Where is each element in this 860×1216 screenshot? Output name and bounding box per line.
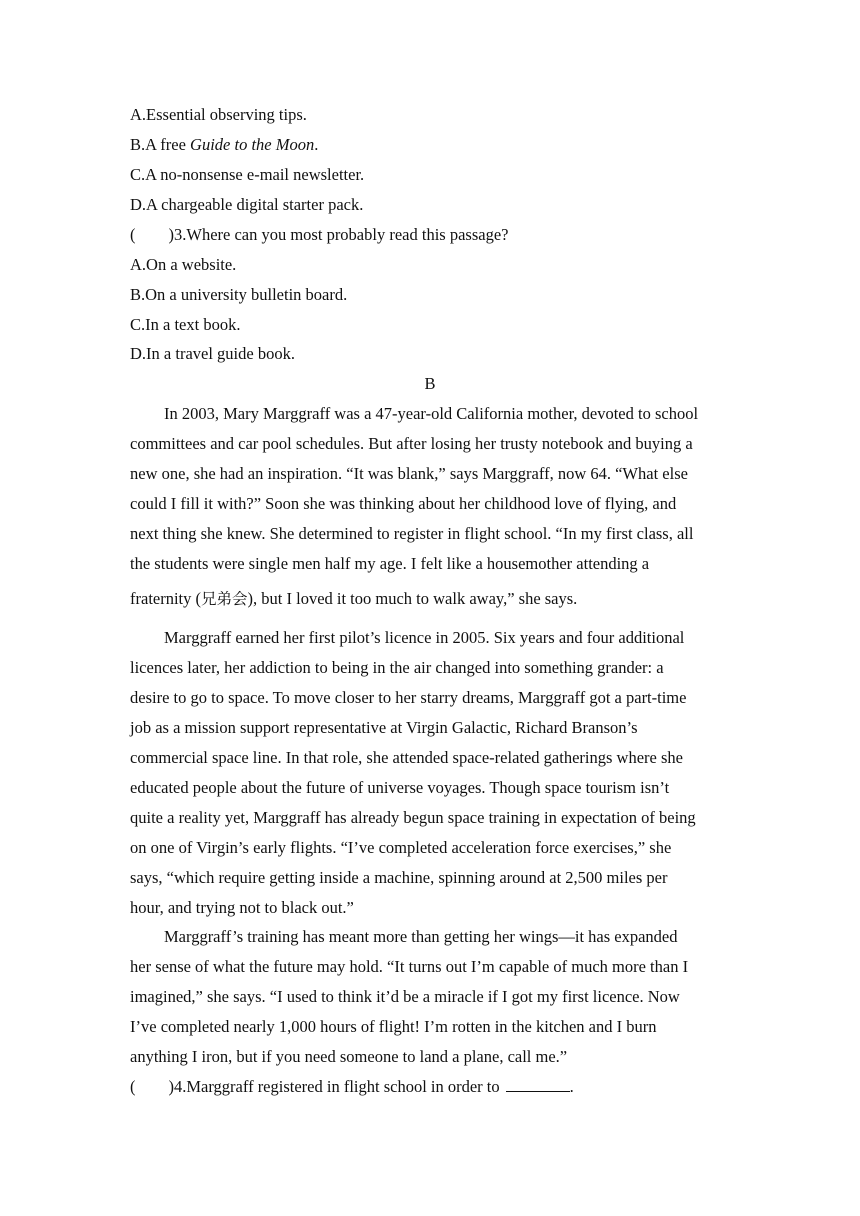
p2-line: says, “which require getting inside a machine, spinning around at 2,500 miles per — [130, 868, 668, 887]
section-heading-b: B — [424, 374, 436, 393]
q3-question: ( )3.Where can you most probably read this passage? — [130, 225, 509, 244]
q2-option-b-prefix: B.A free — [130, 135, 191, 154]
p2-line: desire to go to space. To move closer to her starry dreams, Marggraff got a part-time — [130, 688, 687, 707]
p3-line: Marggraff’s training has meant more than getting her wings—it has expanded — [164, 927, 678, 946]
q2-option-c: C.A no-nonsense e-mail newsletter. — [130, 165, 365, 184]
p2-line: job as a mission support representative at Virgin Galactic, Richard Branson’s — [130, 718, 638, 737]
p3-line: anything I iron, but if you need someone to land a plane, call me.” — [130, 1047, 568, 1066]
q2-option-b-title: Guide to the Moon — [190, 135, 315, 154]
q2-option-d: D.A chargeable digital starter pack. — [130, 195, 364, 214]
p1-line: new one, she had an inspiration. “It was blank,” says Marggraff, now 64. “What else — [130, 464, 688, 483]
p1-cjk-gloss: 兄弟会 — [201, 590, 248, 608]
p1-line: In 2003, Mary Marggraff was a 47-year-old California mother, devoted to school — [164, 404, 699, 423]
p1-line: the students were single men half my age. I felt like a housemother attending a — [130, 554, 650, 573]
q4-question — [130, 1077, 574, 1097]
p1-last-prefix: fraternity ( — [130, 589, 202, 608]
p1-line: next thing she knew. She determined to register in flight school. “In my first class, all — [130, 524, 694, 543]
p3-line: I’ve completed nearly 1,000 hours of flight! I’m rotten in the kitchen and I burn — [130, 1017, 657, 1036]
p1-line: committees and car pool schedules. But after losing her trusty notebook and buying a — [130, 434, 693, 453]
q2-option-b — [130, 135, 318, 155]
q3-option-c: C.In a text book. — [130, 315, 241, 334]
p2-line: licences later, her addiction to being in the air changed into something grander: a — [130, 658, 664, 677]
p2-line: quite a reality yet, Marggraff has already begun space training in expectation of being — [130, 808, 696, 827]
p1-last-suffix: ), but I loved it too much to walk away,” she says. — [247, 589, 578, 608]
p1-last-line — [130, 589, 577, 609]
p2-line: on one of Virgin’s early flights. “I’ve completed acceleration force exercises,” she — [130, 838, 672, 857]
p2-line: educated people about the future of universe voyages. Though space tourism isn’t — [130, 778, 670, 797]
q3-option-b: B.On a university bulletin board. — [130, 285, 348, 304]
p2-line: hour, and trying not to black out.” — [130, 898, 354, 917]
q2-option-b-suffix: . — [314, 135, 319, 154]
q3-option-d: D.In a travel guide book. — [130, 344, 295, 363]
q4-question-text: ( )4.Marggraff registered in flight school in order to — [130, 1077, 500, 1096]
q3-option-a: A.On a website. — [130, 255, 237, 274]
p2-line: commercial space line. In that role, she attended space-related gatherings where she — [130, 748, 683, 767]
p1-line: could I fill it with?” Soon she was thinking about her childhood love of flying, and — [130, 494, 677, 513]
p3-line: imagined,” she says. “I used to think it’d be a miracle if I got my first licence. Now — [130, 987, 680, 1006]
answer-blank — [506, 1077, 570, 1092]
q4-question-end: . — [569, 1077, 574, 1096]
p2-line: Marggraff earned her first pilot’s licence in 2005. Six years and four additional — [164, 628, 685, 647]
q2-option-a: A.Essential observing tips. — [130, 105, 307, 124]
p3-line: her sense of what the future may hold. “It turns out I’m capable of much more than I — [130, 957, 689, 976]
